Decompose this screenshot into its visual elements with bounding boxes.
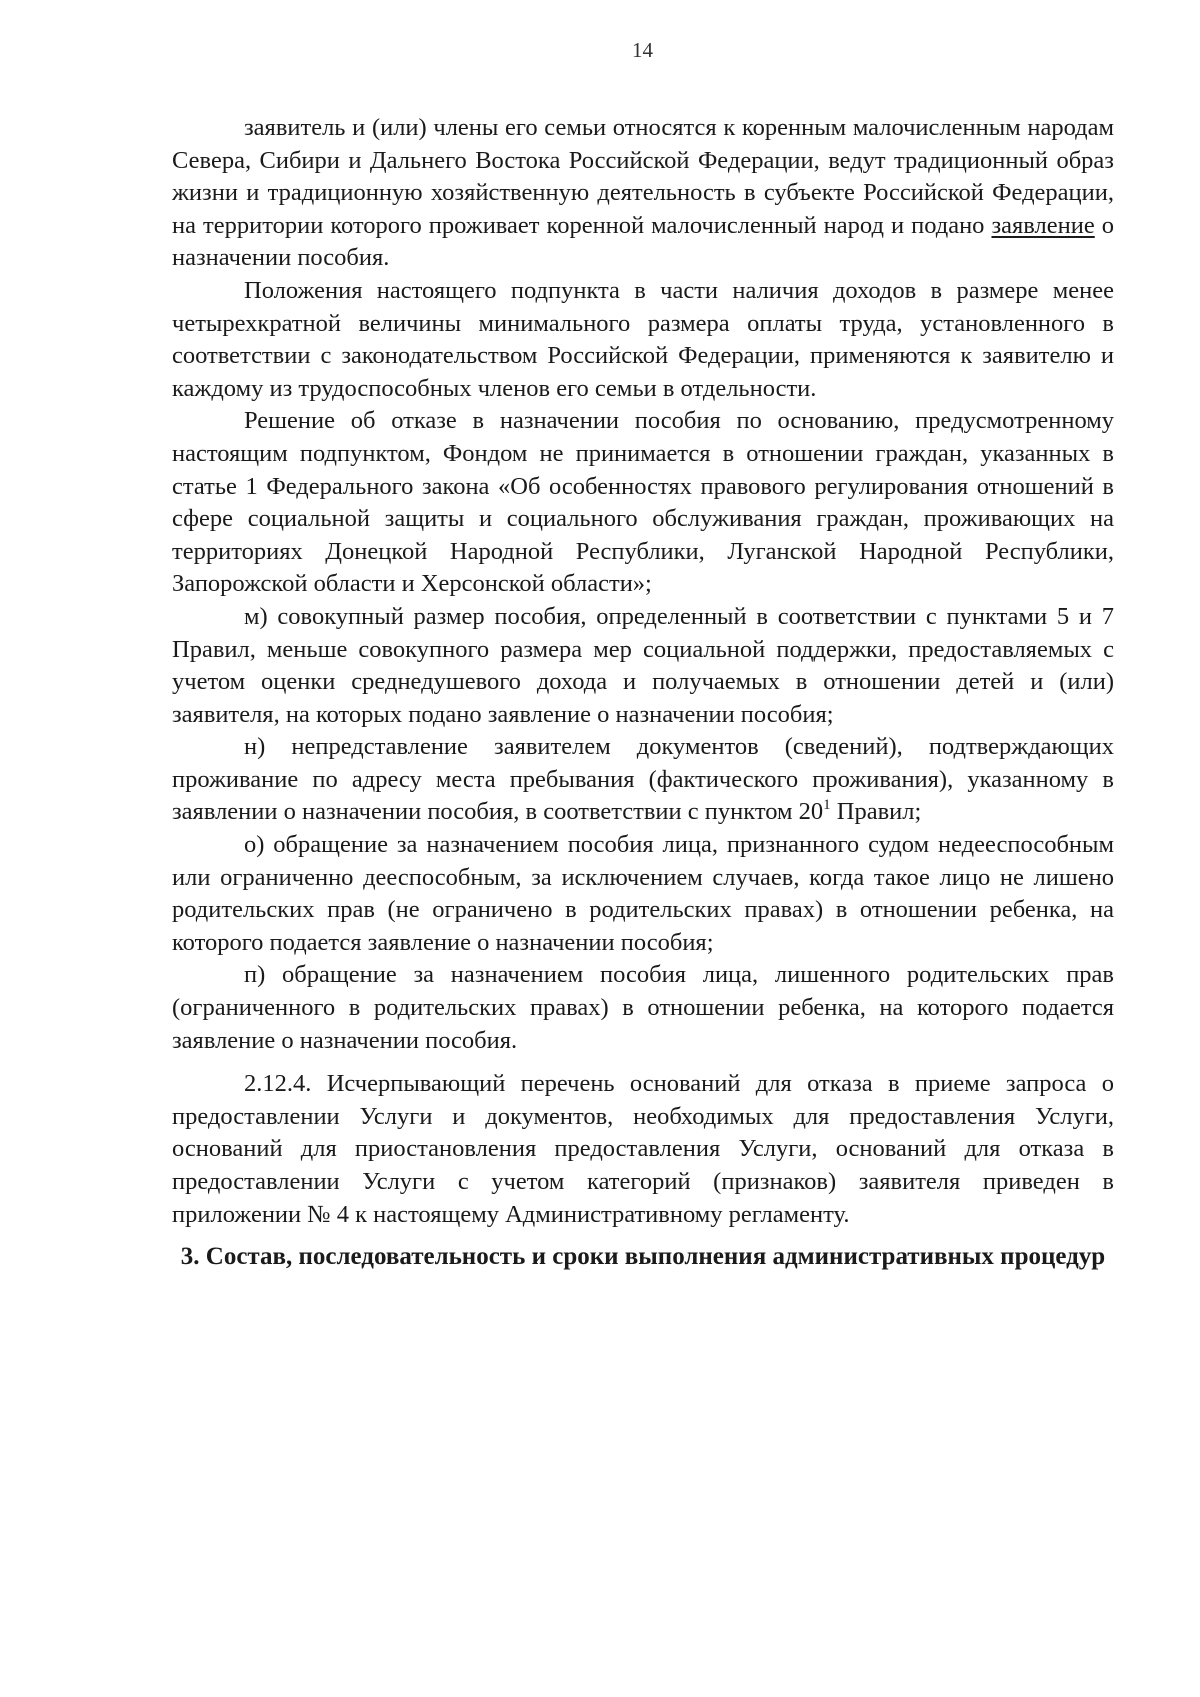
paragraph-text: н) непредставление заявителем документов (сведений), подтверждающих проживание по адресу места пребывания (фактического проживания), указанному в заявлении о назначении пособия, в соответствии с пунктом 20	[172, 733, 1114, 826]
paragraph-item-n	[172, 731, 1114, 829]
paragraph-income-provisions: Положения настоящего подпункта в части наличия доходов в размере менее четырехкратной величины минимального размера оплаты труда, установленного в соответствии с законодательством Российской Федерации, применяются к заявителю и каждому из трудоспособных членов его семьи в отдельности.	[172, 276, 1114, 402]
paragraph-item-o: о) обращение за назначением пособия лица, признанного судом недееспособным или ограниченно дееспособным, за исключением случаев, когда такое лицо не лишено родительских прав (не ограничено в родительских правах) в отношении ребенка, на которого подается заявление о назначении пособия;	[172, 831, 1114, 956]
paragraph-refusal-exception: Решение об отказе в назначении пособия по основанию, предусмотренному настоящим подпунктом, Фондом не принимается в отношении граждан, указанных в статье 1 Федерального закона «Об особенностях правового регулирования отношений в сфере социальной защиты и социального обслуживания граждан, проживающих на территориях Донецкой Народной Республики, Луганской Народной Республики, Запорожской области и Херсонской области»;	[172, 407, 1114, 598]
page-number: 14	[632, 38, 653, 62]
paragraph-text: заявитель и (или) члены его семьи относятся к коренным малочисленным народам Севера, Сибири и Дальнего Востока Российской Федерации, ведут традиционный образ жизни и традиционную хозяйственную деятельность в субъекте Российской Федерации, на территории которого проживает коренной малочисленный народ и подано	[172, 114, 1114, 239]
document-body	[172, 112, 1114, 1274]
paragraph-indigenous-peoples	[172, 112, 1114, 275]
paragraph-2-12-4: 2.12.4. Исчерпывающий перечень оснований для отказа в приеме запроса о предоставлении Услуги и документов, необходимых для предоставления Услуги, оснований для приостановления предоставления Услуги, оснований для отказа в предоставлении Услуги с учетом категорий (признаков) заявителя приведен в приложении № 4 к настоящему Административному регламенту.	[172, 1070, 1114, 1228]
superscript-marker: 1	[823, 797, 831, 814]
application-link[interactable]: заявление	[991, 211, 1095, 239]
paragraph-text: о назначении пособия.	[172, 211, 1115, 272]
paragraph-item-p: п) обращение за назначением пособия лица, лишенного родительских прав (ограниченного в родительских правах) в отношении ребенка, на которого подается заявление о назначении пособия.	[172, 961, 1114, 1054]
paragraph-text: Правил;	[830, 798, 922, 826]
paragraph-item-m: м) совокупный размер пособия, определенный в соответствии с пунктами 5 и 7 Правил, меньше совокупного размера мер социальной поддержки, предоставляемых с учетом оценки среднедушевого дохода и получаемых в отношении детей и (или) заявителя, на которых подано заявление о назначении пособия;	[172, 602, 1114, 728]
section-heading: 3. Состав, последовательность и сроки выполнения административных процедур	[180, 1243, 1106, 1271]
